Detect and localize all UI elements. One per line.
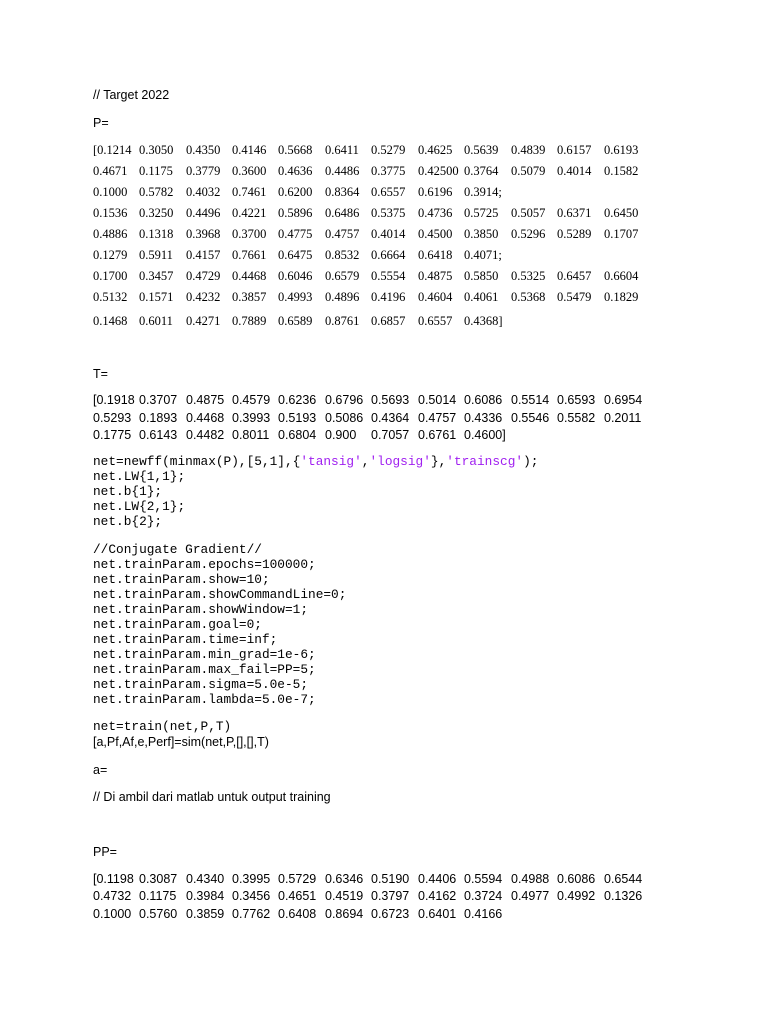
matrix-cell: 0.5668 — [278, 143, 313, 157]
matrix-cell: 0.4364 — [371, 411, 410, 425]
matrix-cell: 0.7661 — [232, 248, 267, 262]
newff-suffix: ); — [523, 454, 539, 469]
matrix-cell: 0.4636 — [278, 164, 313, 178]
matrix-cell: [0.1198 — [93, 872, 134, 886]
matrix-cell: 0.4757 — [325, 227, 360, 241]
matrix-cell: 0.5693 — [371, 393, 410, 407]
matrix-cell: 0.5514 — [511, 393, 550, 407]
matrix-cell: 0.4032 — [186, 185, 221, 199]
matrix-cell: 0.5911 — [139, 248, 173, 262]
matrix-cell: 0.3456 — [232, 889, 271, 903]
matrix-cell: 0.6589 — [278, 314, 313, 328]
matrix-cell: 0.4496 — [186, 206, 221, 220]
matrix-cell: 0.5086 — [325, 411, 364, 425]
trainscg-string: 'trainscg' — [446, 454, 524, 469]
matrix-cell: 0.4162 — [418, 889, 457, 903]
matrix-cell: 0.6086 — [464, 393, 503, 407]
code-line: net.trainParam.sigma=5.0e-5; — [93, 677, 309, 692]
matrix-cell: 0.7762 — [232, 907, 271, 921]
matrix-cell: 0.5079 — [511, 164, 546, 178]
matrix-cell: 0.5760 — [139, 907, 178, 921]
matrix-cell: 0.6408 — [278, 907, 317, 921]
matrix-cell: 0.6557 — [371, 185, 406, 199]
code-line: net.trainParam.epochs=100000; — [93, 557, 316, 572]
matrix-cell: 0.6457 — [557, 269, 592, 283]
newff-code — [93, 454, 538, 529]
matrix-cell: 0.1893 — [139, 411, 178, 425]
matrix-cell: 0.6579 — [325, 269, 360, 283]
matrix-cell: 0.4196 — [371, 290, 406, 304]
tansig-string: 'tansig' — [300, 454, 362, 469]
matrix-cell: 0.4988 — [511, 872, 550, 886]
matrix-cell: 0.4486 — [325, 164, 360, 178]
matrix-cell: 0.8364 — [325, 185, 360, 199]
matrix-cell: 0.1775 — [93, 428, 132, 442]
matrix-cell: 0.6236 — [278, 393, 317, 407]
matrix-cell: 0.3859 — [186, 907, 225, 921]
matrix-cell: 0.6411 — [325, 143, 359, 157]
matrix-cell: 0.6450 — [604, 206, 639, 220]
matrix-cell: 0.3087 — [139, 872, 178, 886]
matrix-cell: 0.6157 — [557, 143, 592, 157]
matrix-cell: 0.6011 — [139, 314, 173, 328]
matrix-cell: 0.4157 — [186, 248, 221, 262]
code-line: net.b{1}; — [93, 484, 163, 499]
matrix-cell: 0.4886 — [93, 227, 128, 241]
matrix-cell: 0.5725 — [464, 206, 499, 220]
matrix-cell: 0.3775 — [371, 164, 406, 178]
newff-line — [93, 454, 538, 469]
matrix-cell: 0.3993 — [232, 411, 271, 425]
matrix-cell: 0.8694 — [325, 907, 364, 921]
matrix-cell: 0.4271 — [186, 314, 221, 328]
matrix-cell: 0.3968 — [186, 227, 221, 241]
matrix-cell: 0.4232 — [186, 290, 221, 304]
matrix-cell: 0.4340 — [186, 872, 225, 886]
matrix-cell: 0.4166 — [464, 907, 503, 921]
matrix-cell: 0.5479 — [557, 290, 592, 304]
code-line: net.trainParam.showWindow=1; — [93, 602, 309, 617]
matrix-cell: 0.3700 — [232, 227, 267, 241]
matrix-cell: 0.5279 — [371, 143, 406, 157]
matrix-cell: 0.4625 — [418, 143, 453, 157]
matrix-cell: 0.4992 — [557, 889, 596, 903]
matrix-cell: 0.7889 — [232, 314, 267, 328]
matrix-cell: 0.3457 — [139, 269, 174, 283]
matrix-cell: 0.4651 — [278, 889, 317, 903]
matrix-cell: 0.900 — [325, 428, 357, 442]
matrix-cell: 0.8532 — [325, 248, 360, 262]
matrix-cell: 0.6200 — [278, 185, 313, 199]
matrix-cell: 0.4600] — [464, 428, 506, 442]
matrix-cell: 0.1000 — [93, 907, 132, 921]
matrix-cell: 0.3914; — [464, 185, 502, 199]
matrix-cell: 0.4671 — [93, 164, 128, 178]
matrix-cell: 0.3850 — [464, 227, 499, 241]
matrix-cell: 0.4875 — [186, 393, 225, 407]
newff-comma: , — [361, 454, 370, 469]
matrix-cell: 0.6475 — [278, 248, 313, 262]
matrix-cell: 0.6723 — [371, 907, 410, 921]
matrix-cell: 0.6664 — [371, 248, 406, 262]
matrix-cell: 0.8011 — [232, 428, 270, 442]
pp-label: PP= — [93, 845, 117, 859]
matrix-cell: 0.3797 — [371, 889, 410, 903]
matrix-cell: 0.4350 — [186, 143, 221, 157]
matrix-cell: 0.5546 — [511, 411, 550, 425]
matrix-cell: 0.6761 — [418, 428, 457, 442]
matrix-cell: 0.4061 — [464, 290, 499, 304]
matrix-cell: 0.4071; — [464, 248, 502, 262]
matrix-cell: 0.4729 — [186, 269, 221, 283]
code-line: net.LW{1,1}; — [93, 469, 186, 484]
matrix-cell: 0.4993 — [278, 290, 313, 304]
matrix-cell: 0.4336 — [464, 411, 503, 425]
matrix-cell: 0.6046 — [278, 269, 313, 283]
matrix-cell: 0.3764 — [464, 164, 499, 178]
matrix-cell: 0.5014 — [418, 393, 457, 407]
matrix-cell: 0.5190 — [371, 872, 410, 886]
matrix-cell: 0.5582 — [557, 411, 596, 425]
matrix-cell: 0.3250 — [139, 206, 174, 220]
matrix-cell: 0.6418 — [418, 248, 453, 262]
matrix-cell: 0.6196 — [418, 185, 453, 199]
matrix-cell: 0.4368] — [464, 314, 503, 328]
matrix-cell: 0.3779 — [186, 164, 221, 178]
matrix-cell: 0.5368 — [511, 290, 546, 304]
matrix-cell: 0.4732 — [93, 889, 132, 903]
t-label: T= — [93, 367, 108, 381]
matrix-cell: 0.1279 — [93, 248, 128, 262]
matrix-cell: 0.1000 — [93, 185, 128, 199]
matrix-cell: 0.6857 — [371, 314, 406, 328]
sim-line: [a,Pf,Af,e,Perf]=sim(net,P,[],[],T) — [93, 735, 269, 749]
matrix-cell: 0.5296 — [511, 227, 546, 241]
comment-output: // Di ambil dari matlab untuk output training — [93, 790, 331, 804]
newff-mid: }, — [430, 454, 447, 469]
matrix-cell: 0.1326 — [604, 889, 643, 903]
matrix-cell: 0.3995 — [232, 872, 271, 886]
a-label: a= — [93, 763, 108, 777]
matrix-cell: 0.6544 — [604, 872, 643, 886]
matrix-cell: 0.3707 — [139, 393, 178, 407]
matrix-cell: [0.1918 — [93, 393, 135, 407]
matrix-cell: 0.3984 — [186, 889, 225, 903]
matrix-cell: 0.6143 — [139, 428, 178, 442]
matrix-cell: 0.4221 — [232, 206, 267, 220]
matrix-cell: 0.4500 — [418, 227, 453, 241]
matrix-cell: 0.6486 — [325, 206, 360, 220]
matrix-cell: 0.6371 — [557, 206, 592, 220]
matrix-cell: 0.4736 — [418, 206, 453, 220]
matrix-cell: 0.4775 — [278, 227, 313, 241]
matrix-cell: 0.4604 — [418, 290, 453, 304]
matrix-cell: 0.1175 — [139, 164, 173, 178]
matrix-cell: 0.1582 — [604, 164, 639, 178]
matrix-cell: 0.6593 — [557, 393, 596, 407]
matrix-cell: 0.5057 — [511, 206, 546, 220]
matrix-cell: 0.4579 — [232, 393, 271, 407]
matrix-cell: 0.4014 — [371, 227, 406, 241]
logsig-string: 'logsig' — [369, 454, 431, 469]
matrix-cell: 0.4468 — [186, 411, 225, 425]
code-line: net.trainParam.lambda=5.0e-7; — [93, 692, 316, 707]
matrix-cell: 0.1318 — [139, 227, 174, 241]
matrix-cell: 0.6557 — [418, 314, 453, 328]
code-line: net.trainParam.showCommandLine=0; — [93, 587, 347, 602]
matrix-cell: 0.6796 — [325, 393, 364, 407]
matrix-cell: [0.1214 — [93, 143, 132, 157]
code-line: net.trainParam.max_fail=PP=5; — [93, 662, 316, 677]
matrix-cell: 0.5639 — [464, 143, 499, 157]
matrix-cell: 0.5325 — [511, 269, 546, 283]
train-params-code — [93, 542, 346, 707]
matrix-cell: 0.5375 — [371, 206, 406, 220]
p-label: P= — [93, 116, 109, 130]
train-call — [93, 719, 231, 734]
matrix-cell: 0.1707 — [604, 227, 639, 241]
matrix-cell: 0.4482 — [186, 428, 225, 442]
matrix-cell: 0.4468 — [232, 269, 267, 283]
matrix-cell: 0.4757 — [418, 411, 457, 425]
matrix-cell: 0.4519 — [325, 889, 364, 903]
matrix-cell: 0.1175 — [139, 889, 177, 903]
matrix-cell: 0.1536 — [93, 206, 128, 220]
matrix-cell: 0.6604 — [604, 269, 639, 283]
matrix-cell: 0.6086 — [557, 872, 596, 886]
matrix-cell: 0.7461 — [232, 185, 267, 199]
matrix-cell: 0.5554 — [371, 269, 406, 283]
matrix-cell: 0.4896 — [325, 290, 360, 304]
train-line: net=train(net,P,T) — [93, 719, 232, 734]
code-line: net.trainParam.min_grad=1e-6; — [93, 647, 316, 662]
matrix-cell: 0.7057 — [371, 428, 410, 442]
code-line: net.trainParam.show=10; — [93, 572, 270, 587]
matrix-cell: 0.42500 — [418, 164, 459, 178]
code-line: net.trainParam.goal=0; — [93, 617, 262, 632]
matrix-cell: 0.6954 — [604, 393, 643, 407]
matrix-cell: 0.3857 — [232, 290, 267, 304]
matrix-cell: 0.1571 — [139, 290, 174, 304]
matrix-cell: 0.5850 — [464, 269, 499, 283]
matrix-cell: 0.4977 — [511, 889, 550, 903]
matrix-cell: 0.5896 — [278, 206, 313, 220]
matrix-cell: 0.5293 — [93, 411, 132, 425]
matrix-cell: 0.1829 — [604, 290, 639, 304]
matrix-cell: 0.5782 — [139, 185, 174, 199]
comment-target: // Target 2022 — [93, 88, 170, 102]
matrix-cell: 0.6346 — [325, 872, 364, 886]
matrix-cell: 0.5132 — [93, 290, 128, 304]
matrix-cell: 0.5193 — [278, 411, 317, 425]
matrix-cell: 0.5729 — [278, 872, 317, 886]
matrix-cell: 0.5289 — [557, 227, 592, 241]
matrix-cell: 0.1468 — [93, 314, 128, 328]
matrix-cell: 0.8761 — [325, 314, 360, 328]
matrix-cell: 0.5594 — [464, 872, 503, 886]
matrix-cell: 0.1700 — [93, 269, 128, 283]
matrix-cell: 0.4875 — [418, 269, 453, 283]
code-line: net.trainParam.time=inf; — [93, 632, 278, 647]
matrix-cell: 0.6193 — [604, 143, 639, 157]
code-line: net.LW{2,1}; — [93, 499, 186, 514]
matrix-cell: 0.2011 — [604, 411, 642, 425]
matrix-cell: 0.3050 — [139, 143, 174, 157]
matrix-cell: 0.4839 — [511, 143, 546, 157]
conjugate-gradient-comment: //Conjugate Gradient// — [93, 542, 262, 557]
matrix-cell: 0.6804 — [278, 428, 317, 442]
matrix-cell: 0.4146 — [232, 143, 267, 157]
newff-prefix: net=newff(minmax(P),[5,1],{ — [93, 454, 301, 469]
matrix-cell: 0.3724 — [464, 889, 503, 903]
matrix-cell: 0.4014 — [557, 164, 592, 178]
code-line: net.b{2}; — [93, 514, 163, 529]
matrix-cell: 0.6401 — [418, 907, 457, 921]
matrix-cell: 0.3600 — [232, 164, 267, 178]
matrix-cell: 0.4406 — [418, 872, 457, 886]
